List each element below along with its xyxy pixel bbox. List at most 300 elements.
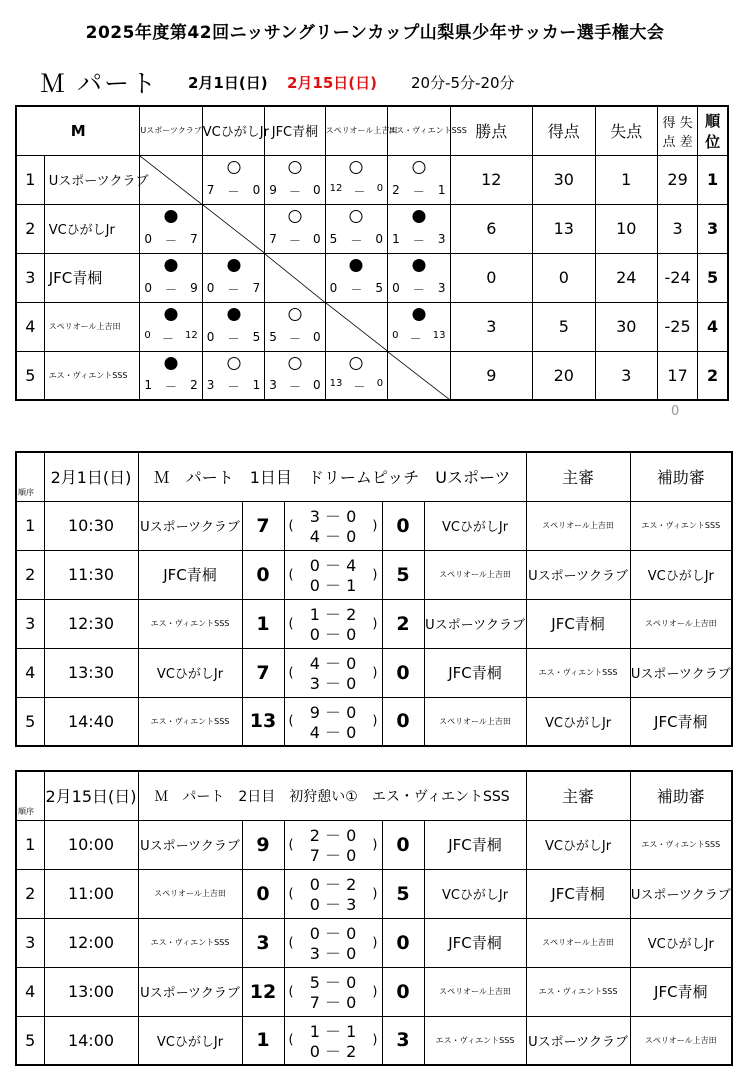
half-scores-box [285, 1017, 382, 1064]
loss-dot-icon [165, 308, 178, 321]
result-score [388, 183, 449, 200]
away-team: エス・ヴィエントSSS [424, 1016, 526, 1065]
score-for: 3 [206, 378, 215, 392]
half-scores [284, 697, 382, 746]
schedule-title: Ｍ パート 1日目 ドリームピッチ Uスポーツ [138, 452, 526, 501]
match-row [16, 501, 732, 550]
score-against: 3 [437, 280, 446, 295]
home-goals: 13 [242, 697, 284, 746]
result-cell [325, 155, 387, 204]
score-against: 13 [432, 329, 446, 341]
stat-ga: 3 [595, 351, 657, 400]
result-score [265, 330, 324, 347]
result-cell [325, 351, 387, 400]
stat-gd: 29 [657, 155, 697, 204]
team-name: Uスポーツクラブ [44, 155, 140, 204]
half-scores-box [285, 551, 382, 598]
match-row [16, 918, 732, 967]
first-half-score: 1 － 2 [309, 605, 357, 624]
away-team: JFC青桐 [424, 648, 526, 697]
stat-pts: 12 [450, 155, 533, 204]
first-half-score: 4 － 0 [309, 654, 357, 673]
win-circle-icon [288, 357, 301, 370]
stat-gd: -24 [657, 253, 697, 302]
league-table [15, 105, 729, 401]
second-half-score: 0 － 2 [309, 1041, 357, 1061]
away-team: スペリオール上吉田 [424, 697, 526, 746]
assistant-referee: VCひがしJr [630, 550, 732, 599]
home-goals: 12 [242, 967, 284, 1016]
result-cell [265, 155, 325, 204]
paren-right: ) [372, 984, 378, 999]
second-half-score: 0 － 3 [309, 895, 357, 914]
league-header-row [16, 106, 728, 155]
match-number: 4 [16, 967, 44, 1016]
paren-left: ( [288, 886, 294, 901]
score-against: 0 [252, 182, 261, 197]
paren-right: ) [372, 713, 378, 729]
assistant-referee: Uスポーツクラブ [630, 648, 732, 697]
away-team: JFC青桐 [424, 918, 526, 967]
team-name: スペリオール上吉田 [44, 302, 140, 351]
stat-gd: -25 [657, 302, 697, 351]
paren-left: ( [288, 713, 294, 729]
stat-rank: 1 [698, 155, 728, 204]
first-half-score: 9 － 0 [309, 702, 357, 722]
second-half-score: 7 － 0 [309, 993, 357, 1012]
self-match-cell [325, 302, 387, 351]
away-team: スペリオール上吉田 [424, 967, 526, 1016]
stat-gd: 3 [657, 204, 697, 253]
score-for: 0 [392, 280, 400, 295]
home-goals: 7 [242, 648, 284, 697]
win-circle-icon [227, 357, 240, 370]
schedule-table-day2 [15, 770, 733, 1066]
stat-header: 失点 [595, 106, 657, 155]
win-circle-icon [350, 357, 363, 370]
order-header [16, 452, 44, 501]
half-scores [284, 1016, 382, 1065]
first-half-score: 0 － 0 [309, 924, 357, 943]
away-goals: 5 [382, 869, 424, 918]
result-cell [325, 204, 387, 253]
score-dash: － [409, 331, 422, 346]
stat-gf: 13 [533, 204, 595, 253]
schedule-date: 2月15日(日) [44, 771, 138, 820]
loss-dot-icon [165, 210, 178, 223]
first-half-score: 0 － 2 [309, 875, 357, 894]
referee: エス・ヴィエントSSS [526, 967, 630, 1016]
stat-header: 得点 [533, 106, 595, 155]
match-number: 2 [16, 550, 44, 599]
score-dash: － [288, 331, 301, 346]
assistant-referee: Uスポーツクラブ [630, 869, 732, 918]
away-team: スペリオール上吉田 [424, 550, 526, 599]
match-row [16, 648, 732, 697]
half-scores-box [285, 919, 382, 966]
result-score [326, 281, 387, 298]
result-score [140, 330, 201, 347]
score-against: 2 [190, 378, 198, 392]
stat-header-goal-diff [657, 106, 697, 155]
loss-dot-icon [165, 259, 178, 272]
page-title: 2025年度第42回ニッサングリーンカップ山梨県少年サッカー選手権大会 [85, 23, 665, 43]
score-for: 0 [206, 280, 215, 295]
result-score [388, 281, 449, 298]
team-name: エス・ヴィエントSSS [44, 351, 140, 400]
schedule-header-row [16, 452, 732, 501]
score-dash: － [353, 380, 366, 394]
match-number: 4 [16, 648, 44, 697]
result-score [265, 378, 324, 395]
score-dash: － [227, 380, 240, 394]
score-against: 0 [313, 182, 321, 197]
score-for: 13 [329, 378, 343, 389]
score-for: 7 [269, 231, 277, 246]
assistant-referee: JFC青桐 [630, 967, 732, 1016]
half-scores [284, 820, 382, 869]
score-for: 0 [392, 329, 399, 341]
result-score [265, 232, 324, 249]
team-number: 3 [16, 253, 44, 302]
half-scores [284, 648, 382, 697]
self-match-cell [265, 253, 325, 302]
kickoff-time: 14:40 [44, 697, 138, 746]
paren-left: ( [288, 935, 294, 950]
league-team-row [16, 155, 728, 204]
referee: JFC青桐 [526, 869, 630, 918]
second-half-score: 7 － 0 [309, 846, 357, 865]
home-team: Uスポーツクラブ [138, 501, 242, 550]
result-score [388, 232, 449, 249]
paren-right: ) [372, 567, 378, 582]
result-cell [140, 253, 202, 302]
schedule-table-day1 [15, 451, 733, 747]
loss-dot-icon [412, 210, 425, 223]
result-cell [140, 204, 202, 253]
away-team: JFC青桐 [424, 820, 526, 869]
schedule-date: 2月1日(日) [44, 452, 138, 501]
date-day2: 2月15日(日) [287, 74, 378, 92]
league-col-header: Uスポーツクラブ [140, 106, 202, 155]
half-scores-box [285, 649, 382, 696]
result-cell [202, 351, 264, 400]
score-dash: － [288, 233, 301, 248]
result-cell [202, 302, 264, 351]
loss-dot-icon [227, 308, 240, 321]
score-for: 1 [144, 378, 152, 392]
order-label: 順序 [18, 487, 34, 497]
stat-gf: 20 [533, 351, 595, 400]
referee-header: 主審 [526, 771, 630, 820]
score-dash: － [227, 184, 240, 199]
score-for: 2 [392, 182, 400, 197]
score-dash: － [288, 380, 301, 394]
result-score [265, 183, 324, 200]
home-team: Uスポーツクラブ [138, 820, 242, 869]
away-goals: 0 [382, 697, 424, 746]
kickoff-time: 12:30 [44, 599, 138, 648]
away-team: VCひがしJr [424, 869, 526, 918]
away-team: Uスポーツクラブ [424, 599, 526, 648]
second-half-score: 3 － 0 [309, 944, 357, 963]
match-number: 3 [16, 918, 44, 967]
second-half-score: 4 － 0 [309, 722, 357, 742]
stat-gf: 0 [533, 253, 595, 302]
paren-right: ) [372, 886, 378, 901]
stat-pts: 3 [450, 302, 533, 351]
home-goals: 3 [242, 918, 284, 967]
diagonal-slash-icon [388, 352, 449, 400]
paren-left: ( [288, 567, 294, 582]
home-goals: 1 [242, 599, 284, 648]
assistant-referee: エス・ヴィエントSSS [630, 820, 732, 869]
score-dash: － [412, 282, 425, 297]
result-cell [265, 351, 325, 400]
home-goals: 7 [242, 501, 284, 550]
assistant-referee: スペリオール上吉田 [630, 599, 732, 648]
half-scores-box [285, 502, 382, 549]
paren-left: ( [288, 518, 294, 533]
result-score [326, 378, 387, 395]
self-match-cell [202, 204, 264, 253]
league-team-row [16, 253, 728, 302]
league-team-row [16, 351, 728, 400]
half-scores-box [285, 968, 382, 1015]
stat-ga: 10 [595, 204, 657, 253]
match-number: 1 [16, 501, 44, 550]
match-row [16, 869, 732, 918]
away-goals: 2 [382, 599, 424, 648]
schedule-title: Ｍ パート 2日目 初狩憩い① エス・ヴィエントSSS [138, 771, 526, 820]
stat-ga: 30 [595, 302, 657, 351]
second-half-score: 0 － 0 [309, 625, 357, 644]
away-goals: 0 [382, 648, 424, 697]
stat-gf: 30 [533, 155, 595, 204]
away-goals: 0 [382, 501, 424, 550]
kickoff-time: 13:00 [44, 967, 138, 1016]
assistant-referee: スペリオール上吉田 [630, 1016, 732, 1065]
referee: Uスポーツクラブ [526, 550, 630, 599]
paren-right: ) [372, 837, 378, 852]
match-row [16, 550, 732, 599]
score-dash: － [165, 233, 178, 248]
diagonal-slash-icon [326, 303, 387, 351]
goal-diff-header-top: 得 失 [662, 115, 693, 131]
referee: VCひがしJr [526, 697, 630, 746]
half-scores [284, 599, 382, 648]
score-against: 0 [376, 182, 384, 194]
loss-dot-icon [227, 259, 240, 272]
team-name: VCひがしJr [44, 204, 140, 253]
result-score [203, 183, 264, 200]
stat-ga: 24 [595, 253, 657, 302]
result-score [140, 232, 201, 249]
result-cell [265, 204, 325, 253]
kickoff-time: 13:30 [44, 648, 138, 697]
self-match-cell [388, 351, 450, 400]
score-dash: － [350, 233, 363, 248]
score-dash: － [165, 380, 178, 394]
result-score [203, 330, 264, 347]
result-cell [265, 302, 325, 351]
first-half-score: 0 － 4 [309, 556, 357, 575]
score-against: 5 [375, 280, 384, 295]
score-against: 12 [185, 329, 198, 341]
score-dash: － [165, 282, 178, 297]
league-col-header: VCひがしJr [202, 106, 264, 155]
score-dash: － [350, 282, 363, 297]
kickoff-time: 11:00 [44, 869, 138, 918]
stat-rank: 3 [698, 204, 728, 253]
rank-header-top: 順 [705, 111, 721, 130]
home-goals: 9 [242, 820, 284, 869]
stat-rank: 5 [698, 253, 728, 302]
paren-left: ( [288, 984, 294, 999]
stat-rank: 4 [698, 302, 728, 351]
home-team: Uスポーツクラブ [138, 967, 242, 1016]
paren-right: ) [372, 616, 378, 631]
result-score [326, 183, 387, 200]
schedule-header-row [16, 771, 732, 820]
score-dash: － [227, 282, 240, 297]
referee: スペリオール上吉田 [526, 918, 630, 967]
match-number: 3 [16, 599, 44, 648]
stat-rank: 2 [698, 351, 728, 400]
assistant-header: 補助審 [630, 452, 732, 501]
match-row [16, 1016, 732, 1065]
stat-header: 勝点 [450, 106, 533, 155]
score-for: 9 [269, 182, 277, 197]
win-circle-icon [227, 161, 240, 174]
stat-gf: 5 [533, 302, 595, 351]
score-dash: － [227, 331, 240, 346]
match-row [16, 967, 732, 1016]
league-col-header: JFC青桐 [265, 106, 325, 155]
diagonal-slash-icon [140, 156, 201, 204]
match-number: 1 [16, 820, 44, 869]
score-against: 0 [376, 378, 384, 389]
match-row [16, 820, 732, 869]
stat-pts: 0 [450, 253, 533, 302]
match-row [16, 697, 732, 746]
win-circle-icon [412, 161, 425, 174]
half-scores [284, 550, 382, 599]
paren-left: ( [288, 665, 294, 680]
part-label: Ｍ パート [40, 69, 158, 98]
first-half-score: 2 － 0 [309, 826, 357, 845]
referee: エス・ヴィエントSSS [526, 648, 630, 697]
paren-right: ) [372, 935, 378, 950]
stat-pts: 6 [450, 204, 533, 253]
kickoff-time: 14:00 [44, 1016, 138, 1065]
score-for: 3 [269, 378, 277, 392]
team-number: 1 [16, 155, 44, 204]
away-goals: 3 [382, 1016, 424, 1065]
score-for: 5 [329, 231, 338, 246]
result-cell [325, 253, 387, 302]
referee: VCひがしJr [526, 820, 630, 869]
home-team: エス・ヴィエントSSS [138, 599, 242, 648]
team-number: 5 [16, 351, 44, 400]
match-format: 20分-5分-20分 [411, 74, 515, 92]
kickoff-time: 12:00 [44, 918, 138, 967]
paren-left: ( [288, 837, 294, 852]
away-goals: 0 [382, 918, 424, 967]
score-dash: － [161, 331, 174, 346]
loss-dot-icon [412, 308, 425, 321]
half-scores-box [285, 698, 382, 745]
away-goals: 0 [382, 820, 424, 869]
result-cell [388, 155, 450, 204]
half-scores [284, 501, 382, 550]
score-against: 0 [375, 231, 384, 246]
win-circle-icon [350, 210, 363, 223]
result-cell [388, 302, 450, 351]
score-for: 1 [392, 231, 400, 246]
match-number: 5 [16, 697, 44, 746]
score-against: 9 [190, 280, 198, 295]
assistant-header: 補助審 [630, 771, 732, 820]
team-number: 2 [16, 204, 44, 253]
score-against: 7 [190, 231, 198, 246]
score-for: 0 [144, 280, 152, 295]
half-scores [284, 967, 382, 1016]
score-against: 0 [313, 378, 321, 392]
self-match-cell [140, 155, 202, 204]
result-score [388, 330, 449, 347]
result-cell [202, 253, 264, 302]
score-against: 7 [252, 280, 261, 295]
home-team: VCひがしJr [138, 1016, 242, 1065]
team-number: 4 [16, 302, 44, 351]
diagonal-slash-icon [203, 205, 264, 253]
home-goals: 0 [242, 550, 284, 599]
score-against: 1 [252, 378, 261, 392]
score-against: 5 [252, 329, 261, 344]
second-half-score: 3 － 0 [309, 674, 357, 693]
away-goals: 0 [382, 967, 424, 1016]
referee-header: 主審 [526, 452, 630, 501]
assistant-referee: VCひがしJr [630, 918, 732, 967]
match-row [16, 599, 732, 648]
result-score [326, 232, 387, 249]
half-scores-box [285, 600, 382, 647]
result-score [203, 281, 264, 298]
home-team: VCひがしJr [138, 648, 242, 697]
score-dash: － [288, 184, 301, 199]
league-col-header: エス・ヴィエントSSS [388, 106, 450, 155]
referee: スペリオール上吉田 [526, 501, 630, 550]
result-cell [388, 253, 450, 302]
score-against: 0 [313, 231, 321, 246]
loss-dot-icon [350, 259, 363, 272]
referee: JFC青桐 [526, 599, 630, 648]
kickoff-time: 10:00 [44, 820, 138, 869]
home-team: JFC青桐 [138, 550, 242, 599]
result-cell [140, 351, 202, 400]
result-cell [388, 204, 450, 253]
score-for: 0 [329, 280, 338, 295]
result-cell [140, 302, 202, 351]
first-half-score: 5 － 0 [309, 973, 357, 992]
stat-pts: 9 [450, 351, 533, 400]
second-half-score: 4 － 0 [309, 527, 357, 546]
loss-dot-icon [412, 259, 425, 272]
stat-gd: 17 [657, 351, 697, 400]
team-name: JFC青桐 [44, 253, 140, 302]
result-cell [202, 155, 264, 204]
